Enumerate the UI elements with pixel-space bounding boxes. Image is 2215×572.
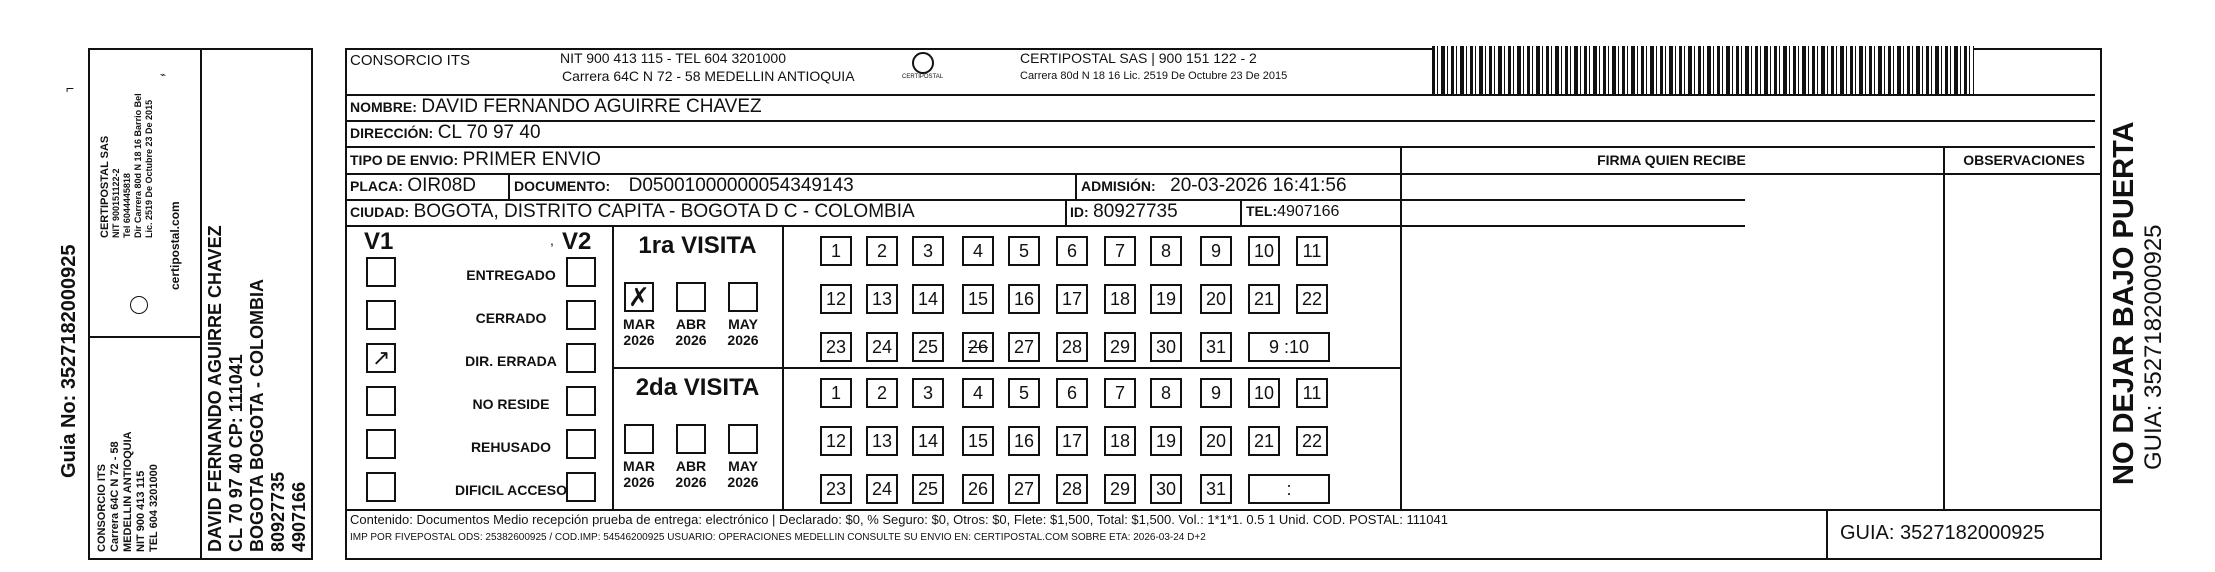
day-box[interactable]: 30: [1150, 332, 1182, 362]
certipostal-logo-icon: [912, 52, 934, 74]
sender-nit: NIT 900 413 115 - TEL 604 3201000: [560, 50, 786, 66]
day-box[interactable]: 27: [1008, 332, 1040, 362]
day-box[interactable]: 28: [1056, 474, 1088, 504]
documento-row: DOCUMENTO: D05001000000054349143: [514, 175, 854, 196]
admision-row: ADMISIÓN: 20-03-2026 16:41:56: [1081, 175, 1347, 196]
day-box[interactable]: 18: [1104, 426, 1136, 456]
imp-line: IMP POR FIVEPOSTAL ODS: 25382600925 / COD.IMP: 54546200925 USUARIO: OPERACIONES MEDELLIN CONSULTE SU ENVIO EN: CERTIPOSTAL.COM SOBRE ETA: 2026-03-24 D+2: [350, 532, 1206, 543]
v2-checkbox[interactable]: [566, 429, 596, 459]
tel-row: TEL:4907166: [1246, 203, 1340, 220]
day-box[interactable]: 10: [1248, 378, 1280, 408]
tipo-envio-value: PRIMER ENVIO: [462, 149, 601, 170]
day-box[interactable]: 25: [912, 474, 944, 504]
placa-row: PLACA: OIR08D: [350, 175, 476, 196]
placa-value: OIR08D: [407, 175, 476, 196]
day-box[interactable]: 24: [866, 332, 898, 362]
day-box[interactable]: 17: [1056, 426, 1088, 456]
day-box[interactable]: 5: [1008, 378, 1040, 408]
tel-value: 4907166: [1277, 203, 1340, 220]
day-box[interactable]: 8: [1150, 378, 1182, 408]
day-box[interactable]: 11: [1296, 378, 1328, 408]
day-box[interactable]: 21: [1248, 426, 1280, 456]
id-row: ID: 80927735: [1070, 201, 1178, 222]
left-logo-icon: [130, 296, 148, 314]
direccion-value: CL 70 97 40: [437, 122, 541, 143]
day-box[interactable]: 10: [1248, 236, 1280, 266]
v1-checkbox[interactable]: [366, 300, 396, 330]
no-dejar-bajo-puerta: NO DEJAR BAJO PUERTA: [2108, 121, 2140, 485]
day-box[interactable]: 18: [1104, 284, 1136, 314]
month-checkbox[interactable]: [676, 282, 706, 312]
v1-label: V1: [364, 228, 394, 255]
day-box[interactable]: 19: [1150, 284, 1182, 314]
day-box[interactable]: 9: [1200, 378, 1232, 408]
right-guia: GUIA: 3527182000925: [2140, 224, 2167, 470]
v2-checkbox[interactable]: [566, 386, 596, 416]
admision-value: 20-03-2026 16:41:56: [1170, 175, 1347, 196]
day-box[interactable]: 2: [866, 378, 898, 408]
tick-mark: ,: [550, 232, 554, 248]
month-label: ABR 2026: [675, 458, 707, 490]
day-box[interactable]: 4: [962, 378, 994, 408]
day-box[interactable]: 17: [1056, 284, 1088, 314]
day-box[interactable]: 20: [1200, 284, 1232, 314]
day-box[interactable]: 16: [1008, 426, 1040, 456]
day-box[interactable]: 26: [962, 474, 994, 504]
v1-checkbox[interactable]: [366, 429, 396, 459]
day-box[interactable]: 12: [820, 426, 852, 456]
v2-checkbox[interactable]: [566, 472, 596, 502]
carrier-line1: CERTIPOSTAL SAS | 900 151 122 - 2: [1020, 50, 1257, 66]
month-label: MAR 2026: [623, 458, 655, 490]
month-checkbox[interactable]: [676, 424, 706, 454]
v2-checkbox[interactable]: [566, 300, 596, 330]
day-box[interactable]: 13: [866, 284, 898, 314]
v1-checkbox[interactable]: [366, 472, 396, 502]
day-box[interactable]: 22: [1296, 426, 1328, 456]
day-box[interactable]: 5: [1008, 236, 1040, 266]
day-box[interactable]: 3: [912, 236, 944, 266]
left-carrier-block: CERTIPOSTAL SAS NIT 900151122-2 Tel 6044445818 Dir Carrera 80d N 18 16 Barrio Bel Lic. 2519 De Octubre 23 De 2015: [99, 93, 154, 238]
day-box[interactable]: 9: [1200, 236, 1232, 266]
sender-name: CONSORCIO ITS: [350, 52, 471, 69]
v2-checkbox[interactable]: [566, 343, 596, 373]
status-label: REHUSADO: [470, 439, 552, 455]
left-signature-mark: ⌁: [160, 70, 167, 81]
contenido-line: Contenido: Documentos Medio recepción prueba de entrega: electrónico | Declarado: $0, % Seguro: $0, Otros: $0, Flete: $1,500, Total: $1,500. Vol.: 1*1*1. 0.5 1 Unid. COD. POSTAL: 111041: [350, 512, 1448, 527]
status-label: ENTREGADO: [466, 267, 556, 283]
day-box[interactable]: 23: [820, 332, 852, 362]
day-box[interactable]: 1: [820, 236, 852, 266]
month-checkbox[interactable]: [624, 282, 654, 312]
time-box[interactable]: 9 :10: [1248, 332, 1330, 362]
day-box[interactable]: 29: [1104, 332, 1136, 362]
v1-checkbox[interactable]: [366, 386, 396, 416]
day-box[interactable]: 8: [1150, 236, 1182, 266]
month-label: MAR 2026: [623, 316, 655, 348]
status-label: DIR. ERRADA: [465, 353, 557, 369]
barcode: [1432, 46, 1974, 94]
month-check-mark: ✗: [628, 282, 650, 312]
v2-checkbox[interactable]: [566, 257, 596, 287]
day-box[interactable]: 30: [1150, 474, 1182, 504]
id-value: 80927735: [1093, 201, 1178, 222]
day-box[interactable]: 6: [1056, 378, 1088, 408]
day-box[interactable]: 20: [1200, 426, 1232, 456]
day-box[interactable]: 24: [866, 474, 898, 504]
day-box[interactable]: 25: [912, 332, 944, 362]
footer-guia: GUIA: 3527182000925: [1840, 522, 2045, 544]
status-label: NO RESIDE: [472, 396, 550, 412]
day-box[interactable]: 7: [1104, 378, 1136, 408]
day-box[interactable]: 14: [912, 284, 944, 314]
left-site: certipostal.com: [168, 201, 182, 290]
carrier-line2: Carrera 80d N 18 16 Lic. 2519 De Octubre 23 De 2015: [1020, 70, 1288, 82]
status-label: DIFICIL ACCESO: [454, 482, 567, 498]
day-box[interactable]: 23: [820, 474, 852, 504]
v1-check-mark: ↗: [372, 345, 391, 370]
day-box[interactable]: 28: [1056, 332, 1088, 362]
direccion-row: DIRECCIÓN: CL 70 97 40: [350, 122, 541, 143]
tipo-envio-row: TIPO DE ENVIO: PRIMER ENVIO: [350, 149, 601, 170]
nombre-value: DAVID FERNANDO AGUIRRE CHAVEZ: [421, 96, 762, 117]
v1-checkbox[interactable]: [366, 343, 396, 373]
day-box[interactable]: 27: [1008, 474, 1040, 504]
month-checkbox[interactable]: [624, 424, 654, 454]
day-box[interactable]: 1: [820, 378, 852, 408]
visit2-title: 2da VISITA: [635, 374, 760, 401]
firma-label: FIRMA QUIEN RECIBE: [1597, 152, 1746, 168]
month-label: MAY 2026: [727, 316, 759, 348]
month-label: ABR 2026: [675, 316, 707, 348]
visit1-title: 1ra VISITA: [638, 232, 757, 259]
nombre-row: NOMBRE: DAVID FERNANDO AGUIRRE CHAVEZ: [350, 96, 762, 117]
logo-caption: CERTIPOSTAL: [902, 74, 944, 80]
v2-label: V2: [562, 228, 592, 255]
day-box[interactable]: 4: [962, 236, 994, 266]
day-box[interactable]: 29: [1104, 474, 1136, 504]
ciudad-value: BOGOTA, DISTRITO CAPITA - BOGOTA D C - COLOMBIA: [413, 201, 915, 222]
status-label: CERRADO: [475, 310, 547, 326]
day-box[interactable]: 7: [1104, 236, 1136, 266]
month-checkbox[interactable]: [728, 424, 758, 454]
day-box[interactable]: 13: [866, 426, 898, 456]
ciudad-row: CIUDAD: BOGOTA, DISTRITO CAPITA - BOGOTA D C - COLOMBIA: [350, 201, 915, 222]
day-box[interactable]: 16: [1008, 284, 1040, 314]
left-sender-block: CONSORCIO ITS Carrera 64C N 72 - 58 MEDELLIN ANTIOQUIA NIT 900 413 115 TEL 604 3201000: [96, 431, 160, 552]
day-box[interactable]: 26: [962, 332, 994, 362]
day-box[interactable]: 2: [866, 236, 898, 266]
observaciones-label: OBSERVACIONES: [1963, 152, 2085, 168]
day-box[interactable]: 31: [1200, 474, 1232, 504]
day-box[interactable]: 14: [912, 426, 944, 456]
v1-checkbox[interactable]: [366, 257, 396, 287]
day-box[interactable]: 12: [820, 284, 852, 314]
day-box[interactable]: 15: [962, 426, 994, 456]
day-box[interactable]: 6: [1056, 236, 1088, 266]
day-box[interactable]: 11: [1296, 236, 1328, 266]
day-box[interactable]: 22: [1296, 284, 1328, 314]
corner-mark: ⌐: [66, 80, 75, 96]
day-box[interactable]: 31: [1200, 332, 1232, 362]
documento-value: D05001000000054349143: [628, 175, 854, 196]
sender-address: Carrera 64C N 72 - 58 MEDELLIN ANTIOQUIA: [562, 68, 855, 84]
day-box[interactable]: 3: [912, 378, 944, 408]
month-checkbox[interactable]: [728, 282, 758, 312]
guia-no-vertical: Guia No: 3527182000925: [58, 244, 80, 478]
left-recipient-block: DAVID FERNANDO AGUIRRE CHAVEZ CL 70 97 40 CP: 111041 BOGOTA BOGOTA - COLOMBIA 80927735 4907166: [205, 225, 309, 552]
day-box[interactable]: 21: [1248, 284, 1280, 314]
month-label: MAY 2026: [727, 458, 759, 490]
day-box[interactable]: 15: [962, 284, 994, 314]
time-box[interactable]: :: [1248, 474, 1330, 504]
day-box[interactable]: 19: [1150, 426, 1182, 456]
